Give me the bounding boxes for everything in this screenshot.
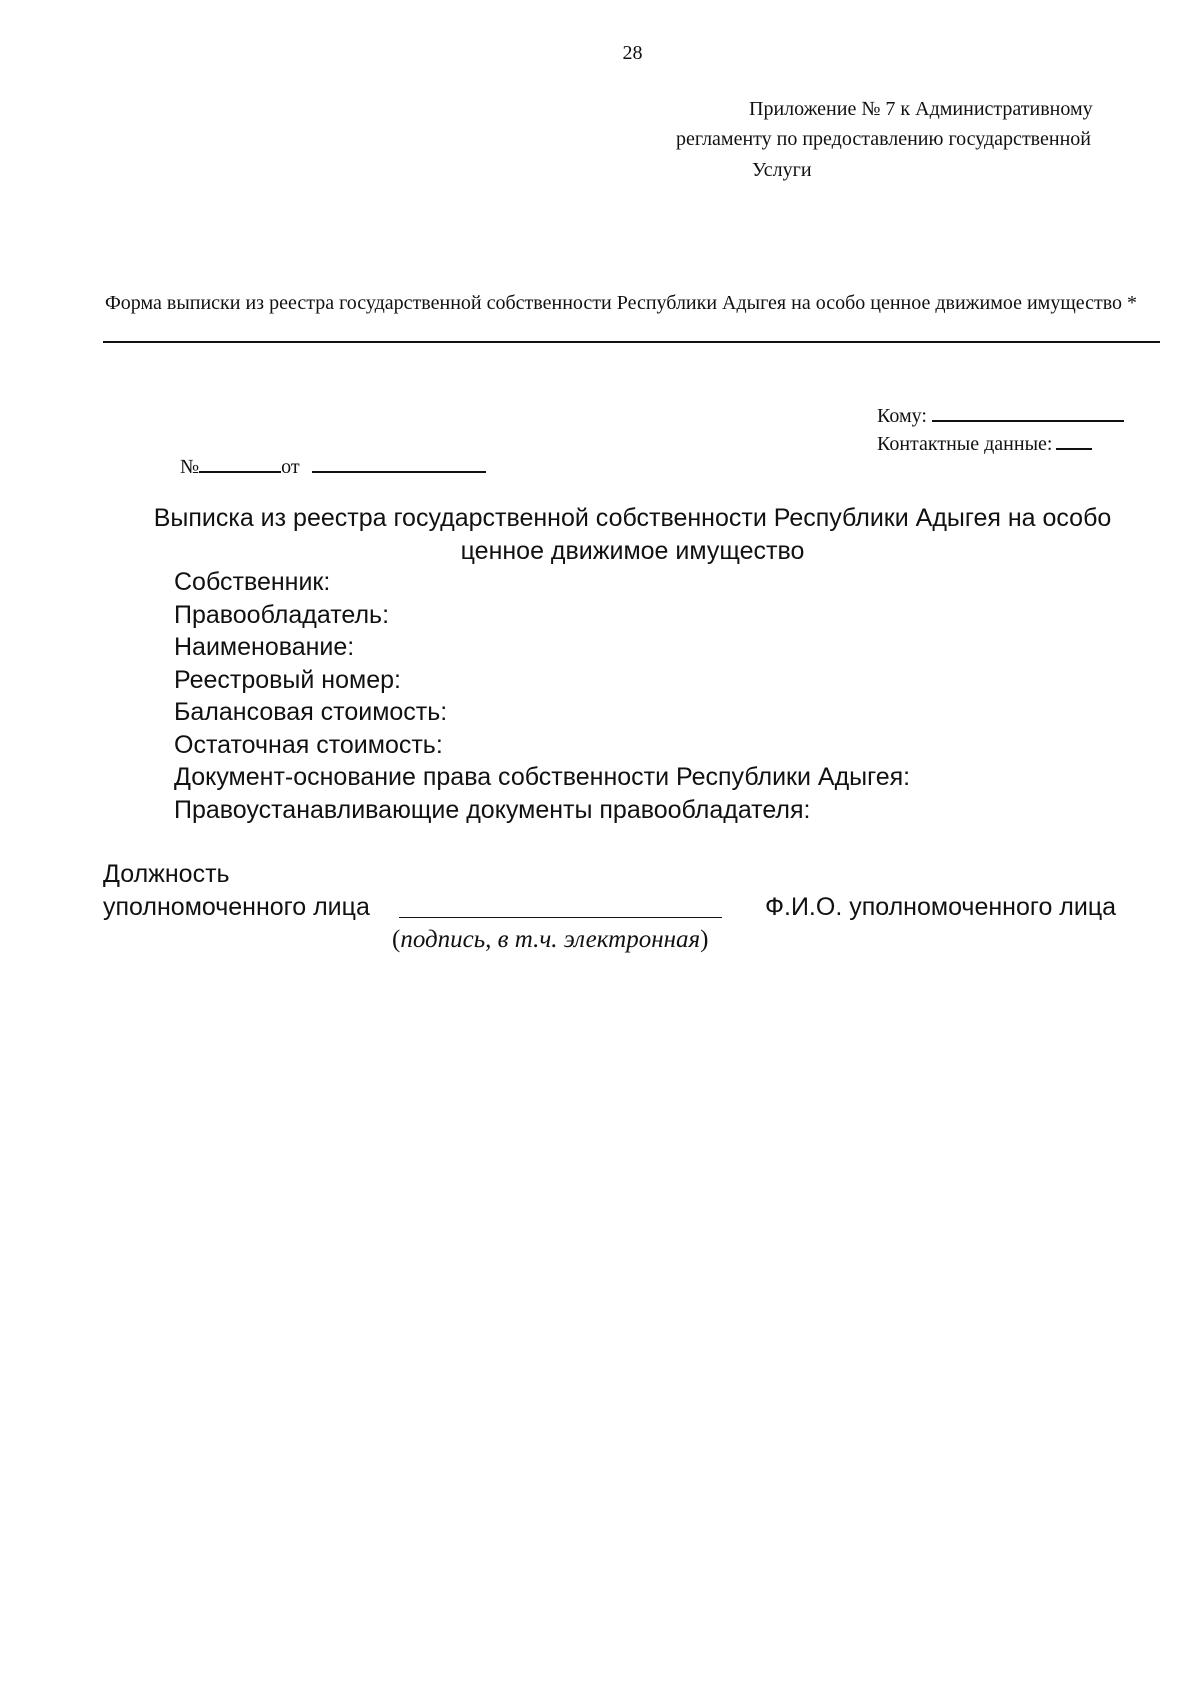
caption-paren-open: ( bbox=[392, 926, 401, 953]
document-title-line: ценное движимое имущество bbox=[460, 537, 805, 565]
field-right-holder: Правообладатель: bbox=[174, 600, 390, 629]
form-title: Форма выписки из реестра государственной собственности Республики Адыгея на особо ценное движимое имущество * bbox=[105, 292, 1138, 314]
appendix-line: регламенту по предоставлению государственной bbox=[676, 128, 1091, 150]
document-date-blank[interactable] bbox=[312, 453, 486, 473]
field-owner: Собственник: bbox=[174, 568, 331, 596]
recipient-contact-label: Контактные данные: bbox=[877, 433, 1053, 455]
field-title-documents: Правоустанавливающие документы правообладателя: bbox=[174, 795, 811, 824]
signature-caption bbox=[392, 926, 708, 954]
caption-paren-close: ) bbox=[700, 926, 709, 953]
number-sign: № bbox=[180, 456, 200, 478]
document-number-line bbox=[180, 453, 486, 479]
recipient-contact-blank[interactable] bbox=[1056, 430, 1092, 450]
fio-label: Ф.И.О. уполномоченного лица bbox=[765, 893, 1117, 921]
field-name: Наименование: bbox=[174, 633, 355, 661]
appendix-line: Услуги bbox=[752, 159, 812, 181]
field-list bbox=[174, 566, 910, 826]
signature-line[interactable] bbox=[399, 917, 722, 918]
field-book-value: Балансовая стоимость: bbox=[174, 698, 448, 726]
document-title bbox=[0, 502, 1200, 568]
form-title-underline bbox=[103, 341, 1160, 343]
field-ownership-basis-document: Документ-основание права собственности Республики Адыгея: bbox=[174, 763, 911, 791]
field-registry-number: Реестровый номер: bbox=[174, 665, 401, 694]
page-number: 28 bbox=[622, 42, 643, 64]
recipient-contact-row bbox=[877, 430, 1092, 456]
field-residual-value: Остаточная стоимость: bbox=[174, 730, 443, 759]
position-label-continued: уполномоченного лица bbox=[103, 893, 370, 921]
document-number-blank[interactable] bbox=[199, 453, 281, 473]
recipient-to-label: Кому: bbox=[877, 405, 927, 427]
recipient-to-blank[interactable] bbox=[932, 402, 1124, 422]
document-title-line: Выписка из реестра государственной собственности Республики Адыгея на особо bbox=[153, 504, 1112, 532]
appendix-line: Приложение № 7 к Административному bbox=[749, 98, 1093, 120]
caption-text: подпись, в т.ч. электронная bbox=[400, 926, 701, 953]
date-from-label: от bbox=[281, 456, 300, 478]
position-label: Должность bbox=[103, 860, 230, 888]
recipient-to-row bbox=[877, 402, 1124, 428]
